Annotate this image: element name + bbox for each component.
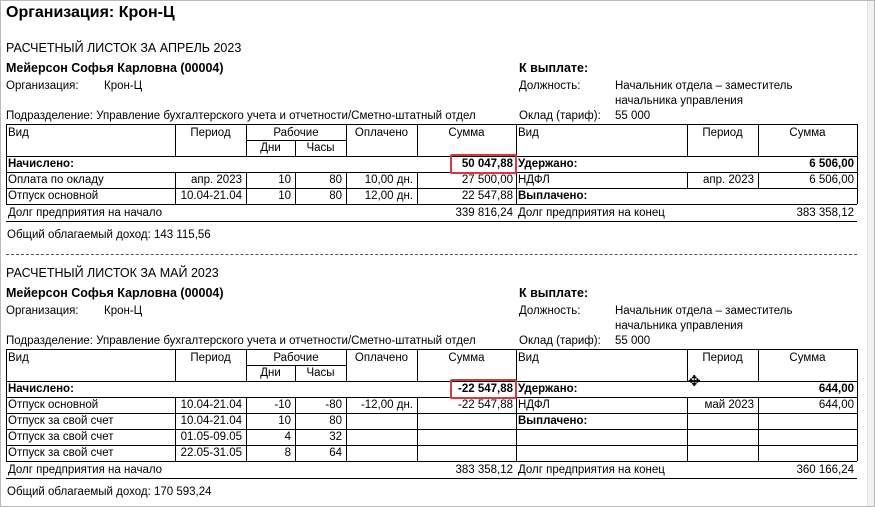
accrual-sum: -22 547,88 bbox=[458, 399, 513, 411]
header-period-withheld: Период bbox=[702, 352, 743, 364]
debt-line bbox=[6, 221, 857, 222]
salary-label: Оклад (тариф): bbox=[519, 110, 601, 122]
organization-value: Крон-Ц bbox=[104, 80, 143, 92]
accrual-kind: Отпуск основной bbox=[8, 190, 99, 202]
header-sum-withheld: Сумма bbox=[789, 127, 826, 139]
table-top-border bbox=[6, 349, 857, 350]
header-kind: Вид bbox=[8, 352, 29, 364]
section-divider bbox=[516, 349, 517, 461]
paid-out-label: Выплачено: bbox=[518, 190, 588, 202]
accrual-days: 8 bbox=[284, 447, 291, 459]
debt-end-value: 360 166,24 bbox=[796, 464, 854, 476]
accrual-kind: Отпуск за свой счет bbox=[8, 431, 114, 443]
withheld-label: Удержано: bbox=[518, 383, 578, 395]
accrual-hours: 32 bbox=[329, 431, 342, 443]
header-working: Рабочие bbox=[273, 352, 319, 364]
debt-end-value: 383 358,12 bbox=[796, 207, 854, 219]
withheld-total: 644,00 bbox=[818, 383, 854, 395]
debt-line bbox=[6, 478, 857, 479]
accrued-total: 50 047,88 bbox=[461, 158, 513, 170]
withholding-sum: 6 506,00 bbox=[809, 174, 854, 186]
accrual-days: 10 bbox=[278, 190, 291, 202]
header-kind-withheld: Вид bbox=[518, 127, 539, 139]
accrual-kind: Отпуск за свой счет bbox=[8, 447, 114, 459]
header-sum: Сумма bbox=[448, 352, 485, 364]
accrual-hours: 80 bbox=[329, 415, 342, 427]
table-bottom-border bbox=[6, 461, 857, 462]
table-outer-border bbox=[857, 349, 858, 461]
header-sum: Сумма bbox=[448, 127, 485, 139]
slip-separator bbox=[6, 254, 857, 255]
accrual-hours: 80 bbox=[329, 190, 342, 202]
accrued-label: Начислено: bbox=[8, 383, 74, 395]
debt-end-label: Долг предприятия на конец bbox=[518, 207, 665, 219]
header-hours: Часы bbox=[306, 142, 335, 154]
withheld-total: 6 506,00 bbox=[809, 158, 854, 170]
header-hours: Часы bbox=[306, 367, 335, 379]
header-sum-withheld: Сумма bbox=[789, 352, 826, 364]
accrual-period: 10.04-21.04 bbox=[180, 399, 242, 411]
table-bottom-border bbox=[6, 204, 857, 205]
accrual-days: 4 bbox=[284, 431, 291, 443]
salary-value: 55 000 bbox=[615, 110, 651, 122]
organization-title: Организация: Крон-Ц bbox=[6, 4, 175, 21]
header-kind: Вид bbox=[8, 127, 29, 139]
accrual-hours: -80 bbox=[325, 399, 342, 411]
position-value-line1: Начальник отдела – заместитель bbox=[615, 305, 793, 317]
accrual-period: 01.05-09.05 bbox=[180, 431, 242, 443]
move-cursor-icon: ✥ bbox=[688, 373, 701, 390]
header-days: Дни bbox=[260, 367, 281, 379]
withholding-kind: НДФЛ bbox=[518, 174, 550, 186]
to-pay-label: К выплате: bbox=[519, 286, 589, 300]
accrued-total-highlight bbox=[450, 154, 517, 174]
accrual-period: 22.05-31.05 bbox=[180, 447, 242, 459]
accrual-days: -10 bbox=[274, 399, 291, 411]
accrual-period: апр. 2023 bbox=[191, 174, 242, 186]
debt-start-label: Долг предприятия на начало bbox=[8, 464, 163, 476]
withheld-label: Удержано: bbox=[518, 158, 578, 170]
header-kind-withheld: Вид bbox=[518, 352, 539, 364]
withholding-sum: 644,00 bbox=[818, 399, 854, 411]
header-paid: Оплачено bbox=[354, 352, 409, 364]
header-days: Дни bbox=[260, 142, 281, 154]
department: Подразделение: Управление бухгалтерского учета и отчетности/Сметно-штатный отдел bbox=[6, 110, 476, 122]
organization-value: Крон-Ц bbox=[104, 305, 143, 317]
salary-value: 55 000 bbox=[615, 335, 651, 347]
table-outer-border bbox=[6, 349, 7, 461]
vertical-scrollbar[interactable] bbox=[867, 1, 874, 506]
header-period-withheld: Период bbox=[702, 127, 743, 139]
accrual-kind: Отпуск основной bbox=[8, 399, 99, 411]
accrual-kind: Отпуск за свой счет bbox=[8, 415, 114, 427]
withholding-period: май 2023 bbox=[704, 399, 754, 411]
accrual-paid: 12,00 дн. bbox=[364, 190, 413, 202]
to-pay-label: К выплате: bbox=[519, 61, 589, 75]
accrual-hours: 80 bbox=[329, 174, 342, 186]
withholding-kind: НДФЛ bbox=[518, 399, 550, 411]
position-value-line2: начальника управления bbox=[615, 95, 743, 107]
organization-label: Организация: bbox=[6, 305, 79, 317]
accrual-paid: 10,00 дн. bbox=[364, 174, 413, 186]
header-period: Период bbox=[190, 127, 231, 139]
organization-label: Организация: bbox=[6, 80, 79, 92]
accrual-hours: 64 bbox=[329, 447, 342, 459]
accrual-kind: Оплата по окладу bbox=[8, 174, 104, 186]
payslip-title: РАСЧЕТНЫЙ ЛИСТОК ЗА МАЙ 2023 bbox=[6, 266, 219, 280]
paid-out-label: Выплачено: bbox=[518, 415, 588, 427]
employee-name: Мейерсон Софья Карловна (00004) bbox=[6, 61, 224, 75]
position-value-line1: Начальник отдела – заместитель bbox=[615, 80, 793, 92]
payslip-title: РАСЧЕТНЫЙ ЛИСТОК ЗА АПРЕЛЬ 2023 bbox=[6, 41, 242, 55]
accrual-sum: 27 500,00 bbox=[461, 174, 513, 186]
header-working: Рабочие bbox=[273, 127, 319, 139]
accrual-paid: -12,00 дн. bbox=[360, 399, 413, 411]
debt-start-value: 339 816,24 bbox=[455, 207, 513, 219]
accrued-label: Начислено: bbox=[8, 158, 74, 170]
accrual-sum: 22 547,88 bbox=[461, 190, 513, 202]
accrual-period: 10.04-21.04 bbox=[180, 190, 242, 202]
accrual-period: 10.04-21.04 bbox=[180, 415, 242, 427]
debt-start-value: 383 358,12 bbox=[455, 464, 513, 476]
accrual-days: 10 bbox=[278, 415, 291, 427]
accrued-total: -22 547,88 bbox=[458, 383, 513, 395]
table-outer-border bbox=[857, 124, 858, 204]
table-top-border bbox=[6, 124, 857, 125]
taxable-income: Общий облагаемый доход: 143 115,56 bbox=[7, 229, 211, 241]
header-period: Период bbox=[190, 352, 231, 364]
withholding-period: апр. 2023 bbox=[703, 174, 754, 186]
table-outer-border bbox=[6, 124, 7, 204]
taxable-income: Общий облагаемый доход: 170 593,24 bbox=[7, 486, 212, 498]
salary-label: Оклад (тариф): bbox=[519, 335, 601, 347]
header-paid: Оплачено bbox=[354, 127, 409, 139]
position-label: Должность: bbox=[519, 305, 581, 317]
accrual-days: 10 bbox=[278, 174, 291, 186]
department: Подразделение: Управление бухгалтерского учета и отчетности/Сметно-штатный отдел bbox=[6, 335, 476, 347]
debt-start-label: Долг предприятия на начало bbox=[8, 207, 163, 219]
position-value-line2: начальника управления bbox=[615, 320, 743, 332]
position-label: Должность: bbox=[519, 80, 581, 92]
debt-end-label: Долг предприятия на конец bbox=[518, 464, 665, 476]
accrued-total-highlight bbox=[450, 379, 517, 399]
employee-name: Мейерсон Софья Карловна (00004) bbox=[6, 286, 224, 300]
